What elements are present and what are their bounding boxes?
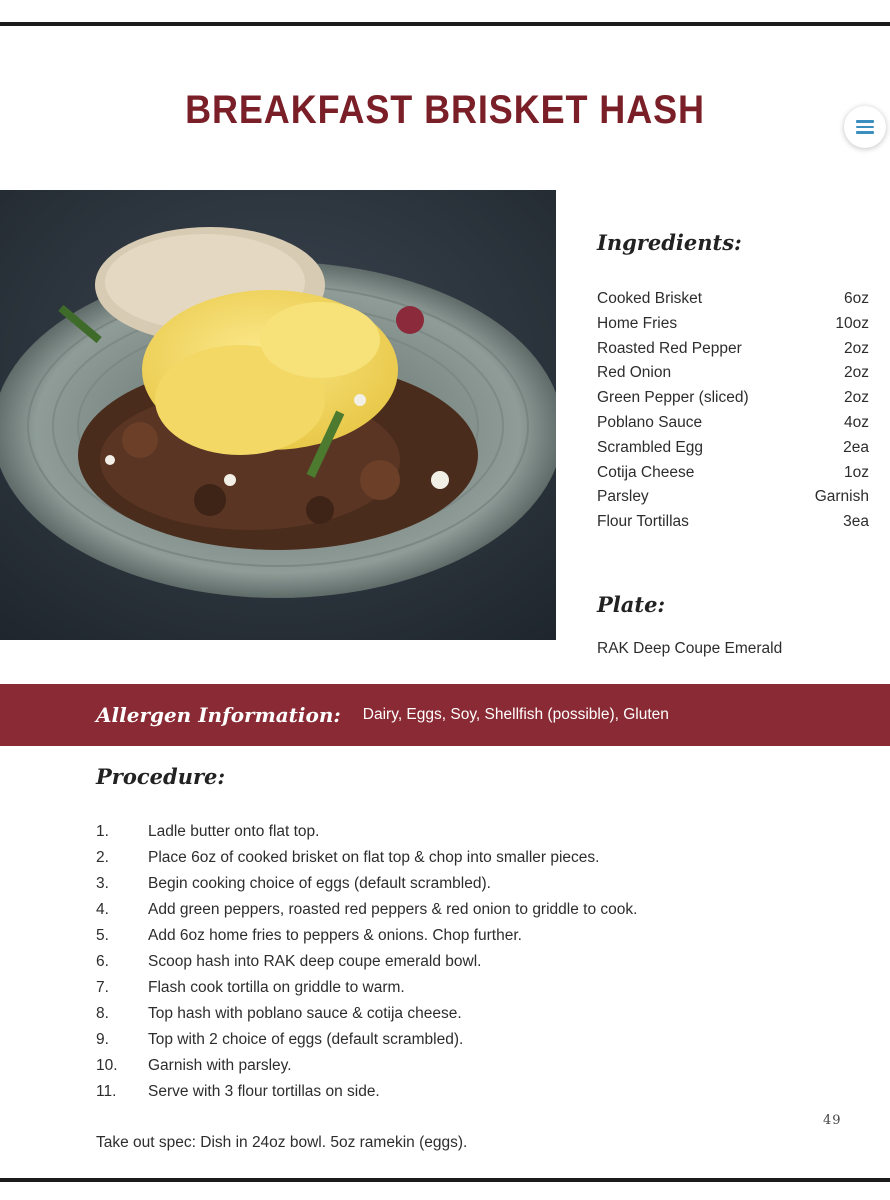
ingredient-name: Cooked Brisket [597,290,703,307]
allergen-banner [0,684,890,746]
procedure-step [96,819,796,845]
ingredient-row [597,287,869,312]
ingredient-qty: 2ea [843,438,869,456]
plate-heading: Plate: [597,592,666,617]
step-number: 9. [96,1031,109,1048]
ingredient-qty: 4oz [844,413,869,431]
step-number: 3. [96,875,109,892]
procedure-step [96,1001,796,1027]
procedure-step [96,897,796,923]
page-number: 49 [823,1113,842,1128]
procedure-step [96,975,796,1001]
step-number: 5. [96,927,109,944]
ingredient-row [597,510,869,535]
ingredient-row [597,386,869,411]
ingredient-name: Green Pepper (sliced) [597,389,749,407]
step-number: 11. [96,1083,117,1100]
step-text: Begin cooking choice of eggs (default scrambled). [148,875,491,892]
bottom-border-rule [0,1178,890,1182]
procedure-step [96,871,796,897]
step-text: Ladle butter onto flat top. [148,823,320,840]
takeout-spec: Take out spec: Dish in 24oz bowl. 5oz ramekin (eggs). [96,1134,468,1151]
ingredient-row [597,411,869,436]
step-text: Flash cook tortilla on griddle to warm. [148,979,405,996]
procedure-step [96,949,796,975]
allergen-value: Dairy, Eggs, Soy, Shellfish (possible), Gluten [362,706,669,723]
step-text: Add 6oz home fries to peppers & onions. Chop further. [148,927,522,944]
step-number: 1. [96,823,109,840]
dish-photo [0,190,556,640]
step-number: 8. [96,1005,109,1022]
ingredients-list [597,287,869,535]
ingredient-row [597,361,869,386]
allergen-label: Allergen Information: [96,703,341,727]
recipe-title: BREAKFAST BRISKET HASH [185,88,705,132]
ingredient-name: Scrambled Egg [597,438,703,456]
ingredient-name: Parsley [597,488,649,506]
ingredient-qty: Garnish [814,488,869,506]
ingredient-name: Flour Tortillas [597,513,689,531]
ingredient-qty: 2oz [844,389,869,407]
step-text: Scoop hash into RAK deep coupe emerald bowl. [148,953,482,970]
ingredient-row [597,485,869,510]
step-number: 10. [96,1057,118,1074]
ingredient-row [597,312,869,337]
ingredient-qty: 2oz [844,339,869,357]
procedure-steps [96,819,796,1105]
ingredient-row [597,436,869,461]
step-number: 4. [96,901,109,918]
ingredient-row [597,461,869,486]
step-number: 2. [96,849,109,866]
ingredient-qty: 2oz [844,364,869,382]
procedure-step [96,845,796,871]
procedure-heading: Procedure: [96,764,226,789]
step-text: Place 6oz of cooked brisket on flat top & chop into smaller pieces. [148,849,600,866]
plate-value: RAK Deep Coupe Emerald [597,640,783,657]
ingredient-row [597,337,869,362]
procedure-step [96,1027,796,1053]
ingredient-name: Red Onion [597,364,672,382]
ingredient-qty: 3ea [843,513,869,531]
top-border-rule [0,22,890,26]
step-text: Serve with 3 flour tortillas on side. [148,1083,380,1100]
hamburger-menu-icon [856,117,874,137]
ingredient-name: Poblano Sauce [597,413,703,431]
procedure-step [96,1053,796,1079]
procedure-step [96,923,796,949]
ingredients-heading: Ingredients: [597,230,742,255]
step-text: Garnish with parsley. [148,1057,292,1074]
ingredient-name: Home Fries [597,314,678,332]
ingredient-qty: 10oz [835,314,869,332]
ingredient-qty: 6oz [844,290,869,307]
step-number: 6. [96,953,109,970]
ingredient-name: Cotija Cheese [597,463,695,481]
step-text: Add green peppers, roasted red peppers & red onion to griddle to cook. [148,901,638,918]
step-text: Top with 2 choice of eggs (default scrambled). [148,1031,464,1048]
procedure-step [96,1079,796,1105]
step-number: 7. [96,979,109,996]
menu-button[interactable] [844,106,886,148]
ingredient-qty: 1oz [844,463,869,481]
step-text: Top hash with poblano sauce & cotija cheese. [148,1005,462,1022]
ingredient-name: Roasted Red Pepper [597,339,742,357]
